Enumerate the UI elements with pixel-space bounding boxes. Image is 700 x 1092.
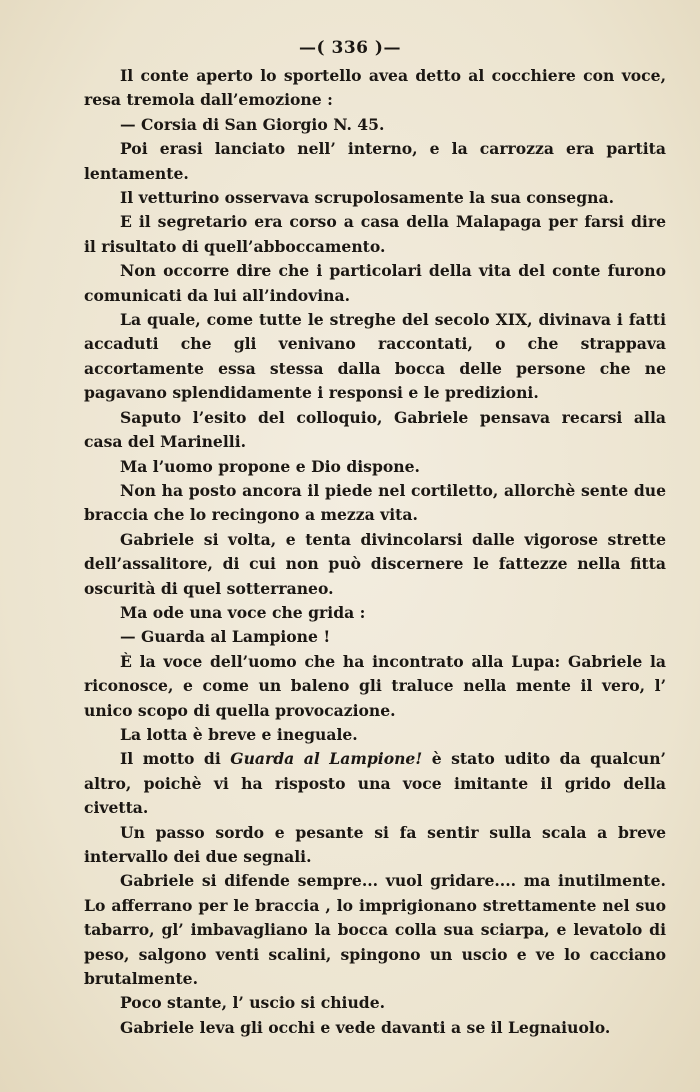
text-run: Il vetturino osservava scrupolosamente la sua consegna.: [120, 188, 614, 208]
text-run: Non ha posto ancora il piede nel cortiletto, allorchè sente due braccia che lo recingono a mezza vita.: [84, 480, 666, 525]
text-run: È la voce dell’uomo che ha incontrato alla Lupa: Gabriele la riconosce, e come un baleno gli traluce nella mente il vero, l’ unico scopo di quella provocazione.: [84, 651, 666, 720]
text-run: — Guarda al Lampione !: [120, 627, 331, 647]
text-run: Non occorre dire che i particolari della vita del conte furono comunicati da lui all’indovina.: [84, 261, 666, 305]
paragraph: [84, 308, 666, 406]
text-run: Poi erasi lanciato nell’ interno, e la carrozza era partita lentamente.: [84, 139, 666, 183]
text-run: Gabriele si difende sempre... vuol gridare.... ma inutilmente. Lo afferrano per le braccia , lo imprigionano strettamente nel suo tabarro, gl’ imbavagliano la bocca colla sua sciarpa, e levatolo di peso, salgono venti scalini, spingono un uscio e ve lo cacciano brutalmente.: [84, 871, 666, 989]
text-run: Un passo sordo e pesante si fa sentir sulla scala a breve intervallo dei due segnali.: [84, 822, 666, 866]
text-run: Ma l’uomo propone e Dio dispone.: [120, 456, 420, 476]
italic-text: Guarda al Lampione!: [230, 749, 423, 769]
text-run: Gabriele leva gli occhi e vede davanti a se il Legnaiuolo.: [120, 1017, 611, 1037]
paragraph: [84, 528, 666, 601]
paragraph: [84, 747, 666, 820]
page-number: —( 336 )—: [299, 38, 401, 58]
text-run: è stato udito da qualcun’ altro, poichè vi ha risposto una voce imitante il grido della civetta.: [84, 749, 666, 818]
text-run: Gabriele si volta, e tenta divincolarsi dalle vigorose strette dell’assalitore, di cui non può discernere le fattezze nella fitta oscurità di quel sotterraneo.: [84, 529, 666, 598]
paragraph: [84, 210, 666, 259]
paragraph: [84, 259, 666, 308]
paragraph: [84, 64, 666, 113]
paragraph: [84, 113, 666, 137]
paragraph: [84, 137, 666, 186]
text-run: Saputo l’esito del colloquio, Gabriele pensava recarsi alla casa del Marinelli.: [84, 407, 666, 452]
paragraph: [84, 601, 666, 625]
text-run: Ma ode una voce che grida :: [120, 602, 366, 622]
body-text: [84, 64, 666, 1040]
text-run: Poco stante, l’ uscio si chiude.: [120, 993, 386, 1013]
text-run: Il conte aperto lo sportello avea detto al cocchiere con voce, resa tremola dall’emozione :: [84, 66, 666, 110]
paragraph: [84, 455, 666, 479]
text-run: — Corsia di San Giorgio N. 45.: [120, 114, 385, 134]
text-run: La quale, come tutte le streghe del secolo XIX, divinava i fatti accaduti che gli venivano raccontati, o che strappava accortamente essa stessa dalla bocca delle persone che ne pagavano splendidamente i responsi e le predizioni.: [84, 310, 666, 403]
paragraph: [84, 625, 666, 649]
text-run: La lotta è breve e ineguale.: [120, 724, 358, 744]
paragraph: [84, 869, 666, 991]
paragraph: [84, 723, 666, 747]
paragraph: [84, 821, 666, 870]
text-run: Il motto di: [120, 749, 231, 769]
paragraph: [84, 479, 666, 528]
paragraph: [84, 650, 666, 723]
paragraph: [84, 991, 666, 1015]
paragraph: [84, 1016, 666, 1040]
text-run: E il segretario era corso a casa della Malapaga per farsi dire il risultato di quell’abboccamento.: [84, 212, 666, 256]
paragraph: [84, 186, 666, 210]
paragraph: [84, 406, 666, 455]
